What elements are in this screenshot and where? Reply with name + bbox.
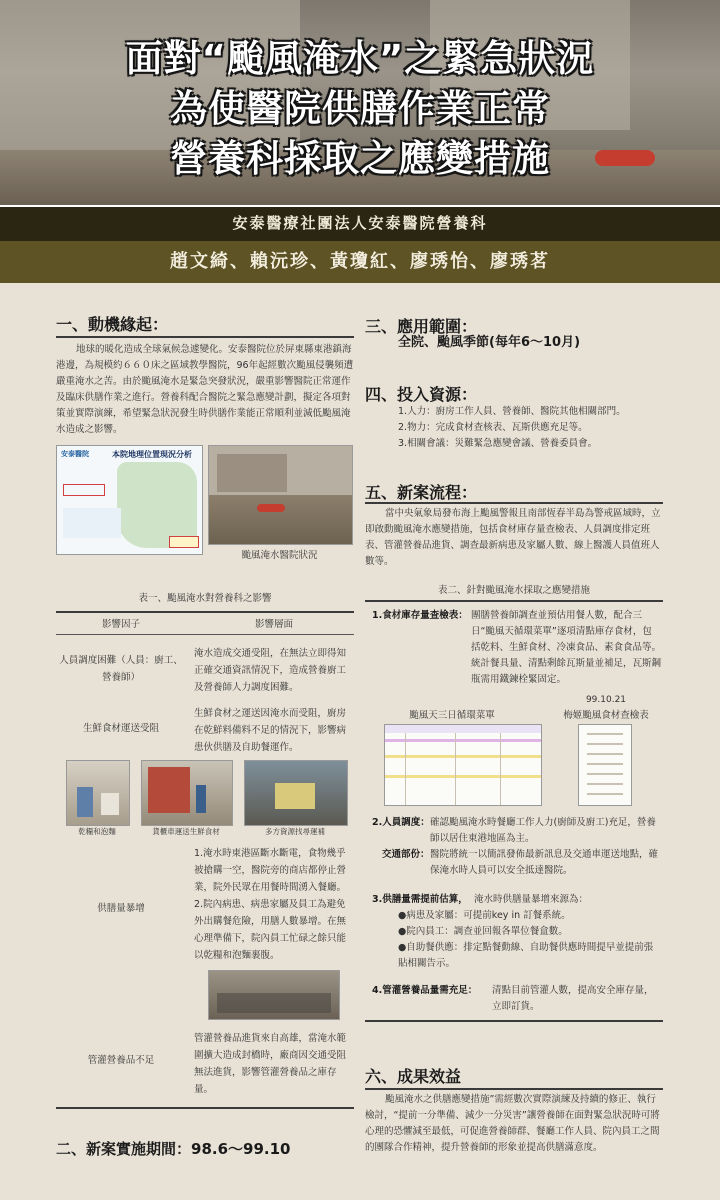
measure1-label: 1.食材庫存量查檢表： bbox=[372, 610, 468, 621]
banner-title-line1: 面對“颱風淹水”之緊急狀況 bbox=[125, 37, 595, 80]
food-checklist-image bbox=[578, 724, 632, 806]
section-rule bbox=[56, 336, 354, 338]
checklist-line bbox=[587, 793, 623, 795]
measure3-item-c: ●自助餐供應：排定點餐動線、自助餐供應時間提早並提前張貼相關告示。 bbox=[398, 942, 654, 969]
table1-row2-factor: 生鮮食材運送受阻 bbox=[82, 723, 159, 734]
menu-grid-line bbox=[405, 733, 406, 805]
section-rule bbox=[365, 1088, 663, 1090]
banner-title-line2: 為使醫院供膳作業正常 bbox=[170, 87, 550, 130]
measure2-body: 確認颱風淹水時餐廳工作人力(廚師及廚工)充足，營養師以居住東港地區為主。 bbox=[430, 817, 656, 844]
menu-row-highlight bbox=[385, 775, 541, 778]
section-rule bbox=[365, 502, 663, 504]
measure3-item-b: ●院內員工：調查並回報各單位餐盒數。 bbox=[398, 926, 568, 937]
table2-title: 表二、針對颱風淹水採取之應變措施 bbox=[437, 585, 590, 596]
menu-row-highlight bbox=[385, 739, 541, 742]
measure2b-body: 醫院將統一以簡訊發佈最新訊息及交通車運送地點，確保淹水時人員可以安全抵達醫院。 bbox=[430, 849, 659, 876]
truck-photo bbox=[141, 760, 233, 826]
photo-caption-supply: 多方資源找尋運補 bbox=[265, 827, 325, 836]
authors: 趙文綺、賴沅珍、黃瓊紅、廖琇怡、廖琇茗 bbox=[0, 241, 720, 283]
table1-row3-factor: 供膳量暴增 bbox=[97, 903, 145, 914]
section3-body: 全院、颱風季節(每年6～10月) bbox=[398, 335, 581, 350]
building-shape bbox=[217, 454, 287, 492]
table-rule bbox=[365, 1020, 663, 1022]
table1-row1-factor: 人員調度困難（人員：廚工、營養師） bbox=[59, 655, 183, 683]
three-day-menu-image bbox=[384, 724, 542, 806]
section2-heading: 二、新案實施期間：98.6～99.10 bbox=[56, 1140, 291, 1158]
checklist-line bbox=[587, 773, 623, 775]
table1-col2-header: 影響層面 bbox=[254, 619, 293, 630]
measure2b-label: 交通部份： bbox=[382, 849, 430, 860]
table1-col1-header: 影響因子 bbox=[101, 619, 140, 630]
table1-row2-impact: 生鮮食材之運送因淹水而受阻，廚房在乾鮮料備料不足的情況下，影響病患伙供膳及自助餐運作。 bbox=[194, 708, 347, 753]
section1-body: 地球的暖化造成全球氣候急遽變化。安泰醫院位於屏東縣東港鎮海港邊，為規模約６６０床之區域教學醫院，96年起經數次颱風侵襲頻遭嚴重淹水之苦。由於颱風淹水是緊急突發狀況，嚴重影響醫院正常運作及臨床供膳作業之進行。營養科配合醫院之緊急應變計劃，擬定各項對策並實際演練，希望緊急狀況發生時供膳作業能正常順利並減低颱風淹水造成之影響。 bbox=[56, 344, 354, 435]
section5-heading: 五、新案流程： bbox=[365, 483, 478, 502]
menu-grid-line bbox=[455, 733, 456, 805]
checklist-date: 99.10.21 bbox=[585, 695, 627, 705]
supply-photo bbox=[244, 760, 348, 826]
location-map bbox=[56, 445, 203, 555]
measure3-item-a: ●病患及家屬：可提前key in 訂餐系統。 bbox=[398, 910, 571, 921]
map-logo: 安泰醫院 bbox=[61, 450, 89, 458]
section6-heading: 六、成果效益 bbox=[365, 1067, 462, 1086]
measure4-label: 4.管灌營養品量需充足： bbox=[372, 985, 478, 996]
measure1-body: 團膳營養師調查並預估用餐人數，配合三日“颱風天循環菜單”逐項清點庫存食材，包括乾料、生鮮食材、冷凍食品、素食食品等。統計餐具量、清點剩餘瓦斯量並補足，瓦斯鋼瓶需用鐵鍊栓緊固定。 bbox=[471, 610, 662, 685]
map-title: 本院地理位置現況分析 bbox=[112, 450, 192, 459]
menu-row-highlight bbox=[385, 755, 541, 758]
banner-title-line3: 營養科採取之應變措施 bbox=[170, 137, 550, 180]
checklist-line bbox=[587, 753, 623, 755]
table-rule bbox=[56, 634, 354, 635]
map-label-box bbox=[63, 484, 105, 496]
rescue-boat bbox=[257, 504, 285, 512]
map-notes bbox=[63, 508, 121, 538]
photo-caption-truck: 貨櫃車運送生鮮食材 bbox=[152, 827, 220, 836]
table1-row4-impact: 管灌營養品進貨來自高雄，當淹水範圍擴大造成封橋時，廠商因交通受阻無法進貨，影響管灌營養品之庫存量。 bbox=[194, 1033, 347, 1095]
checklist-figure-caption: 梅姬颱風食材查檢表 bbox=[563, 710, 649, 721]
section4-heading: 四、投入資源： bbox=[365, 385, 478, 404]
person-shape bbox=[101, 793, 119, 815]
resource-item-3: 3.相關會議：災難緊急應變會議、營養委員會。 bbox=[398, 438, 598, 449]
dry-food-photo bbox=[66, 760, 130, 826]
checklist-line bbox=[587, 733, 623, 735]
menu-header bbox=[385, 725, 541, 733]
resource-item-2: 2.物力：完成食材查核表、瓦斯供應充足等。 bbox=[398, 422, 588, 433]
measure4-body: 清點目前管灌人數，提高安全庫存量，立即訂貨。 bbox=[492, 985, 654, 1012]
map-legend bbox=[169, 536, 199, 548]
section5-body: 當中央氣象局發布海上颱風警報且南部恆春半島為警戒區域時，立即啟動颱風淹水應變措施，包括食材庫存量查檢表、人員調度排定班表、管灌營養品進貨、調查最新病患及家屬人數、線上醫護人員值班人數等。 bbox=[365, 508, 661, 567]
table1-row1-impact: 淹水造成交通受阻，在無法立即得知正確交通資訊情況下，造成營養廚工及營養師人力調度困難。 bbox=[194, 648, 347, 693]
section6-body: 颱風淹水之供膳應變措施”需經數次實際演練及持續的修正、執行檢討，“提前一分準備、減少一分災害”讓營養師在面對緊急狀況時可將心理的恐懼減至最低，可促進營養師群、餐廳工作人員、院內員工之間的團隊合作精神，提升營養師的形象並提高供膳滿意度。 bbox=[365, 1094, 660, 1153]
section1-heading: 一、動機緣起： bbox=[56, 315, 169, 334]
flood-hospital-photo bbox=[208, 445, 353, 545]
header-banner bbox=[0, 0, 720, 205]
truck-shape bbox=[148, 767, 190, 813]
measure3-body: 淹水時供膳量暴增來源為： bbox=[474, 894, 589, 905]
table-rule bbox=[56, 1107, 354, 1109]
person-shape bbox=[77, 787, 93, 817]
measure2-label: 2.人員調度： bbox=[372, 817, 430, 828]
table-rule bbox=[56, 611, 354, 613]
menu-grid-line bbox=[500, 733, 501, 805]
table1-title: 表一、颱風淹水對營養科之影響 bbox=[138, 593, 272, 604]
checklist-line bbox=[587, 743, 623, 745]
table-rule bbox=[365, 600, 663, 602]
person-shape bbox=[196, 785, 206, 813]
supply-crate bbox=[275, 783, 315, 809]
section3-heading: 三、應用範圍： bbox=[365, 317, 478, 336]
menu-figure-caption: 颱風天三日循環菜單 bbox=[409, 710, 495, 721]
crowd-shape bbox=[217, 993, 331, 1013]
table1-row3-impact: 1.淹水時東港區斷水斷電，食物幾乎被搶購一空，醫院旁的商店都停止營業，院外民眾在用餐時間湧入餐廳。2.院內病患、病患家屬及員工為避免外出購餐危險，用膳人數暴增。在無心理準備下，院內員工忙碌之餘只能以乾糧和泡麵裹腹。 bbox=[194, 848, 347, 961]
organization-name: 安泰醫療社團法人安泰醫院營養科 bbox=[0, 205, 720, 241]
photo-caption-dry-food: 乾糧和泡麵 bbox=[78, 827, 116, 836]
table1-row4-factor: 管灌營養品不足 bbox=[87, 1055, 155, 1066]
resource-item-1: 1.人力：廚房工作人員、營養師、醫院其他相關部門。 bbox=[398, 406, 626, 417]
flood-photo-caption: 颱風淹水醫院狀況 bbox=[241, 550, 318, 561]
measure3-label: 3.供膳量需提前估算， bbox=[372, 894, 468, 905]
canteen-crowd-photo bbox=[208, 970, 340, 1020]
checklist-line bbox=[587, 783, 623, 785]
checklist-line bbox=[587, 763, 623, 765]
